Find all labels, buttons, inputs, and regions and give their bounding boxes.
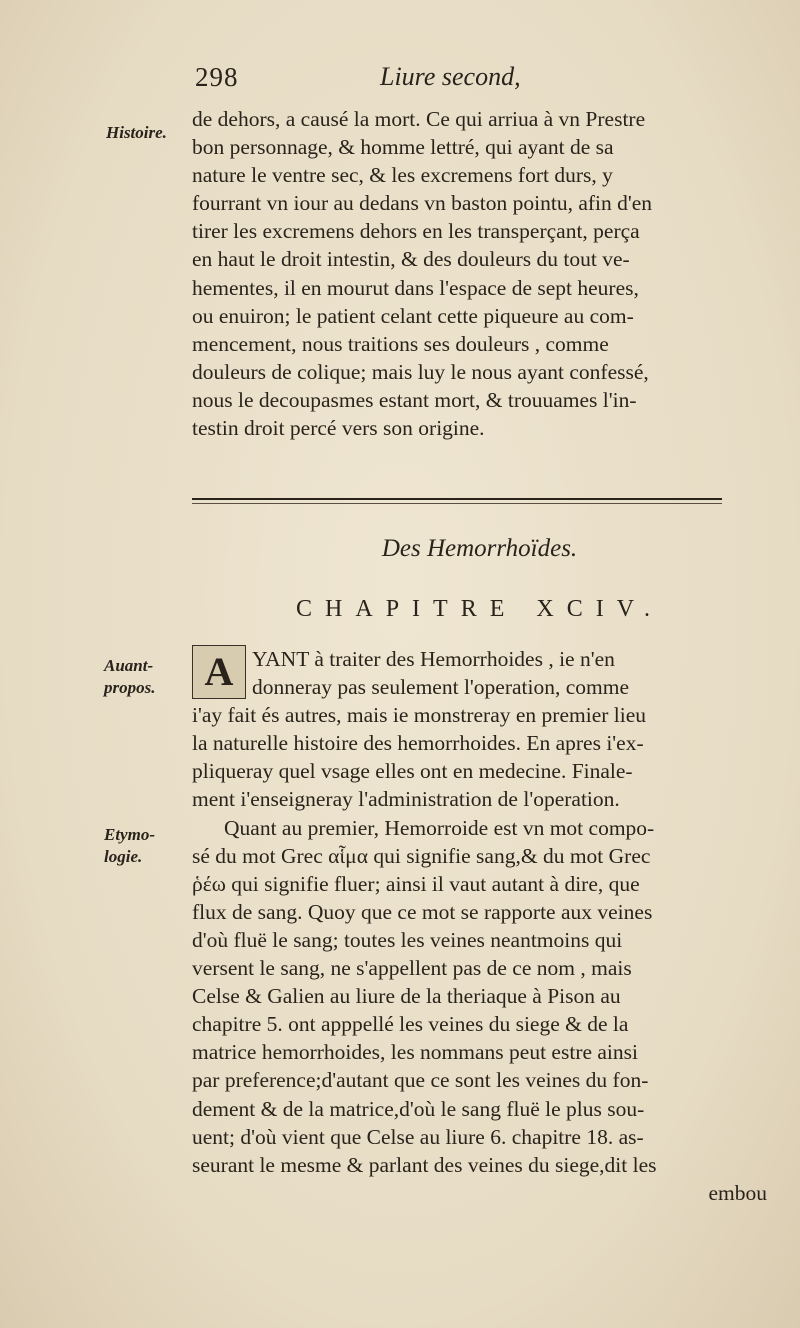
text-line: YANT à traiter des Hemorrhoides , ie n'en [252,647,615,671]
margin-note-histoire: Histoire. [106,123,167,142]
catchword: embou [708,1180,767,1205]
text-line: dement & de la matrice,d'où le sang fluë le plus sou- [192,1096,645,1121]
drop-cap-initial: A [192,645,246,699]
text-line: seurant le mesme & parlant des veines du siege,dit les [192,1152,657,1177]
section-divider-thin [192,503,722,504]
text-line: en haut le droit intestin, & des douleurs du tout ve- [192,247,630,272]
text-line: bon personnage, & homme lettré, qui ayant de sa [192,135,614,160]
section-divider [192,498,722,500]
text-line: la naturelle histoire des hemorrhoides. En apres i'ex- [192,731,644,756]
text-line: fourrant vn iour au dedans vn baston pointu, afin d'en [192,191,653,216]
text-line: mencement, nous traitions ses douleurs , comme [192,331,609,356]
text-line: testin droit percé vers son origine. [192,416,485,441]
paragraph-chapter-body [192,645,767,1207]
text-line: i'ay fait és autres, mais ie monstreray en premier lieu [192,703,647,728]
text-line: nous le decoupasmes estant mort, & trouuames l'in- [192,387,637,412]
running-head [195,62,575,96]
margin-note-line: Auant- [104,656,154,675]
chapter-heading: CHAPITRE XCIV. [296,596,663,622]
text-line: douleurs de colique; mais luy le nous ayant confessé, [192,359,649,384]
text-line: flux de sang. Quoy que ce mot se rapporte aux veines [192,899,653,924]
text-line: ῥέω qui signifie fluer; ainsi il vaut autant à dire, que [192,871,640,896]
text-line: chapitre 5. ont apppellé les veines du siege & de la [192,1012,629,1037]
margin-note-line: Etymo- [104,825,155,844]
text-line: hementes, il en mourut dans l'espace de sept heures, [192,275,639,300]
text-line: d'où fluë le sang; toutes les veines neantmoins qui [192,927,623,952]
text-line: nature le ventre sec, & les excremens fort durs, y [192,163,613,188]
text-line: matrice hemorrhoides, les nommans peut estre ainsi [192,1040,638,1065]
page-number: 298 [195,62,239,92]
margin-note-etymologie [104,824,155,868]
text-line: ou enuiron; le patient celant cette piqueure au com- [192,303,634,328]
text-line: par preference;d'autant que ce sont les veines du fon- [192,1068,649,1093]
text-line: donneray pas seulement l'operation, comme [252,675,630,700]
text-line: ment i'enseigneray l'administration de l'operation. [192,787,620,812]
margin-note-line: logie. [104,847,143,866]
text-line: versent le sang, ne s'appellent pas de ce nom , mais [192,956,632,981]
margin-note-line: propos. [104,678,156,697]
text-line: pliqueray quel vsage elles ont en medecine. Finale- [192,759,633,784]
text-line: uent; d'où vient que Celse au liure 6. chapitre 18. as- [192,1124,644,1149]
text-line: Celse & Galien au liure de la theriaque à Pison au [192,984,621,1009]
text-line: sé du mot Grec αἷμα qui signifie sang,& du mot Grec [192,843,651,868]
text-line: Quant au premier, Hemorroide est vn mot compo- [224,815,655,840]
text-line: de dehors, a causé la mort. Ce qui arriua à vn Prestre [192,107,646,131]
margin-note-auant-propos [104,655,155,699]
running-title: Liure second, [380,62,521,91]
section-title: Des Hemorrhoïdes. [381,535,578,562]
text-line: tirer les excremens dehors en les transperçant, perça [192,219,640,244]
paragraph-case-history [192,105,767,442]
